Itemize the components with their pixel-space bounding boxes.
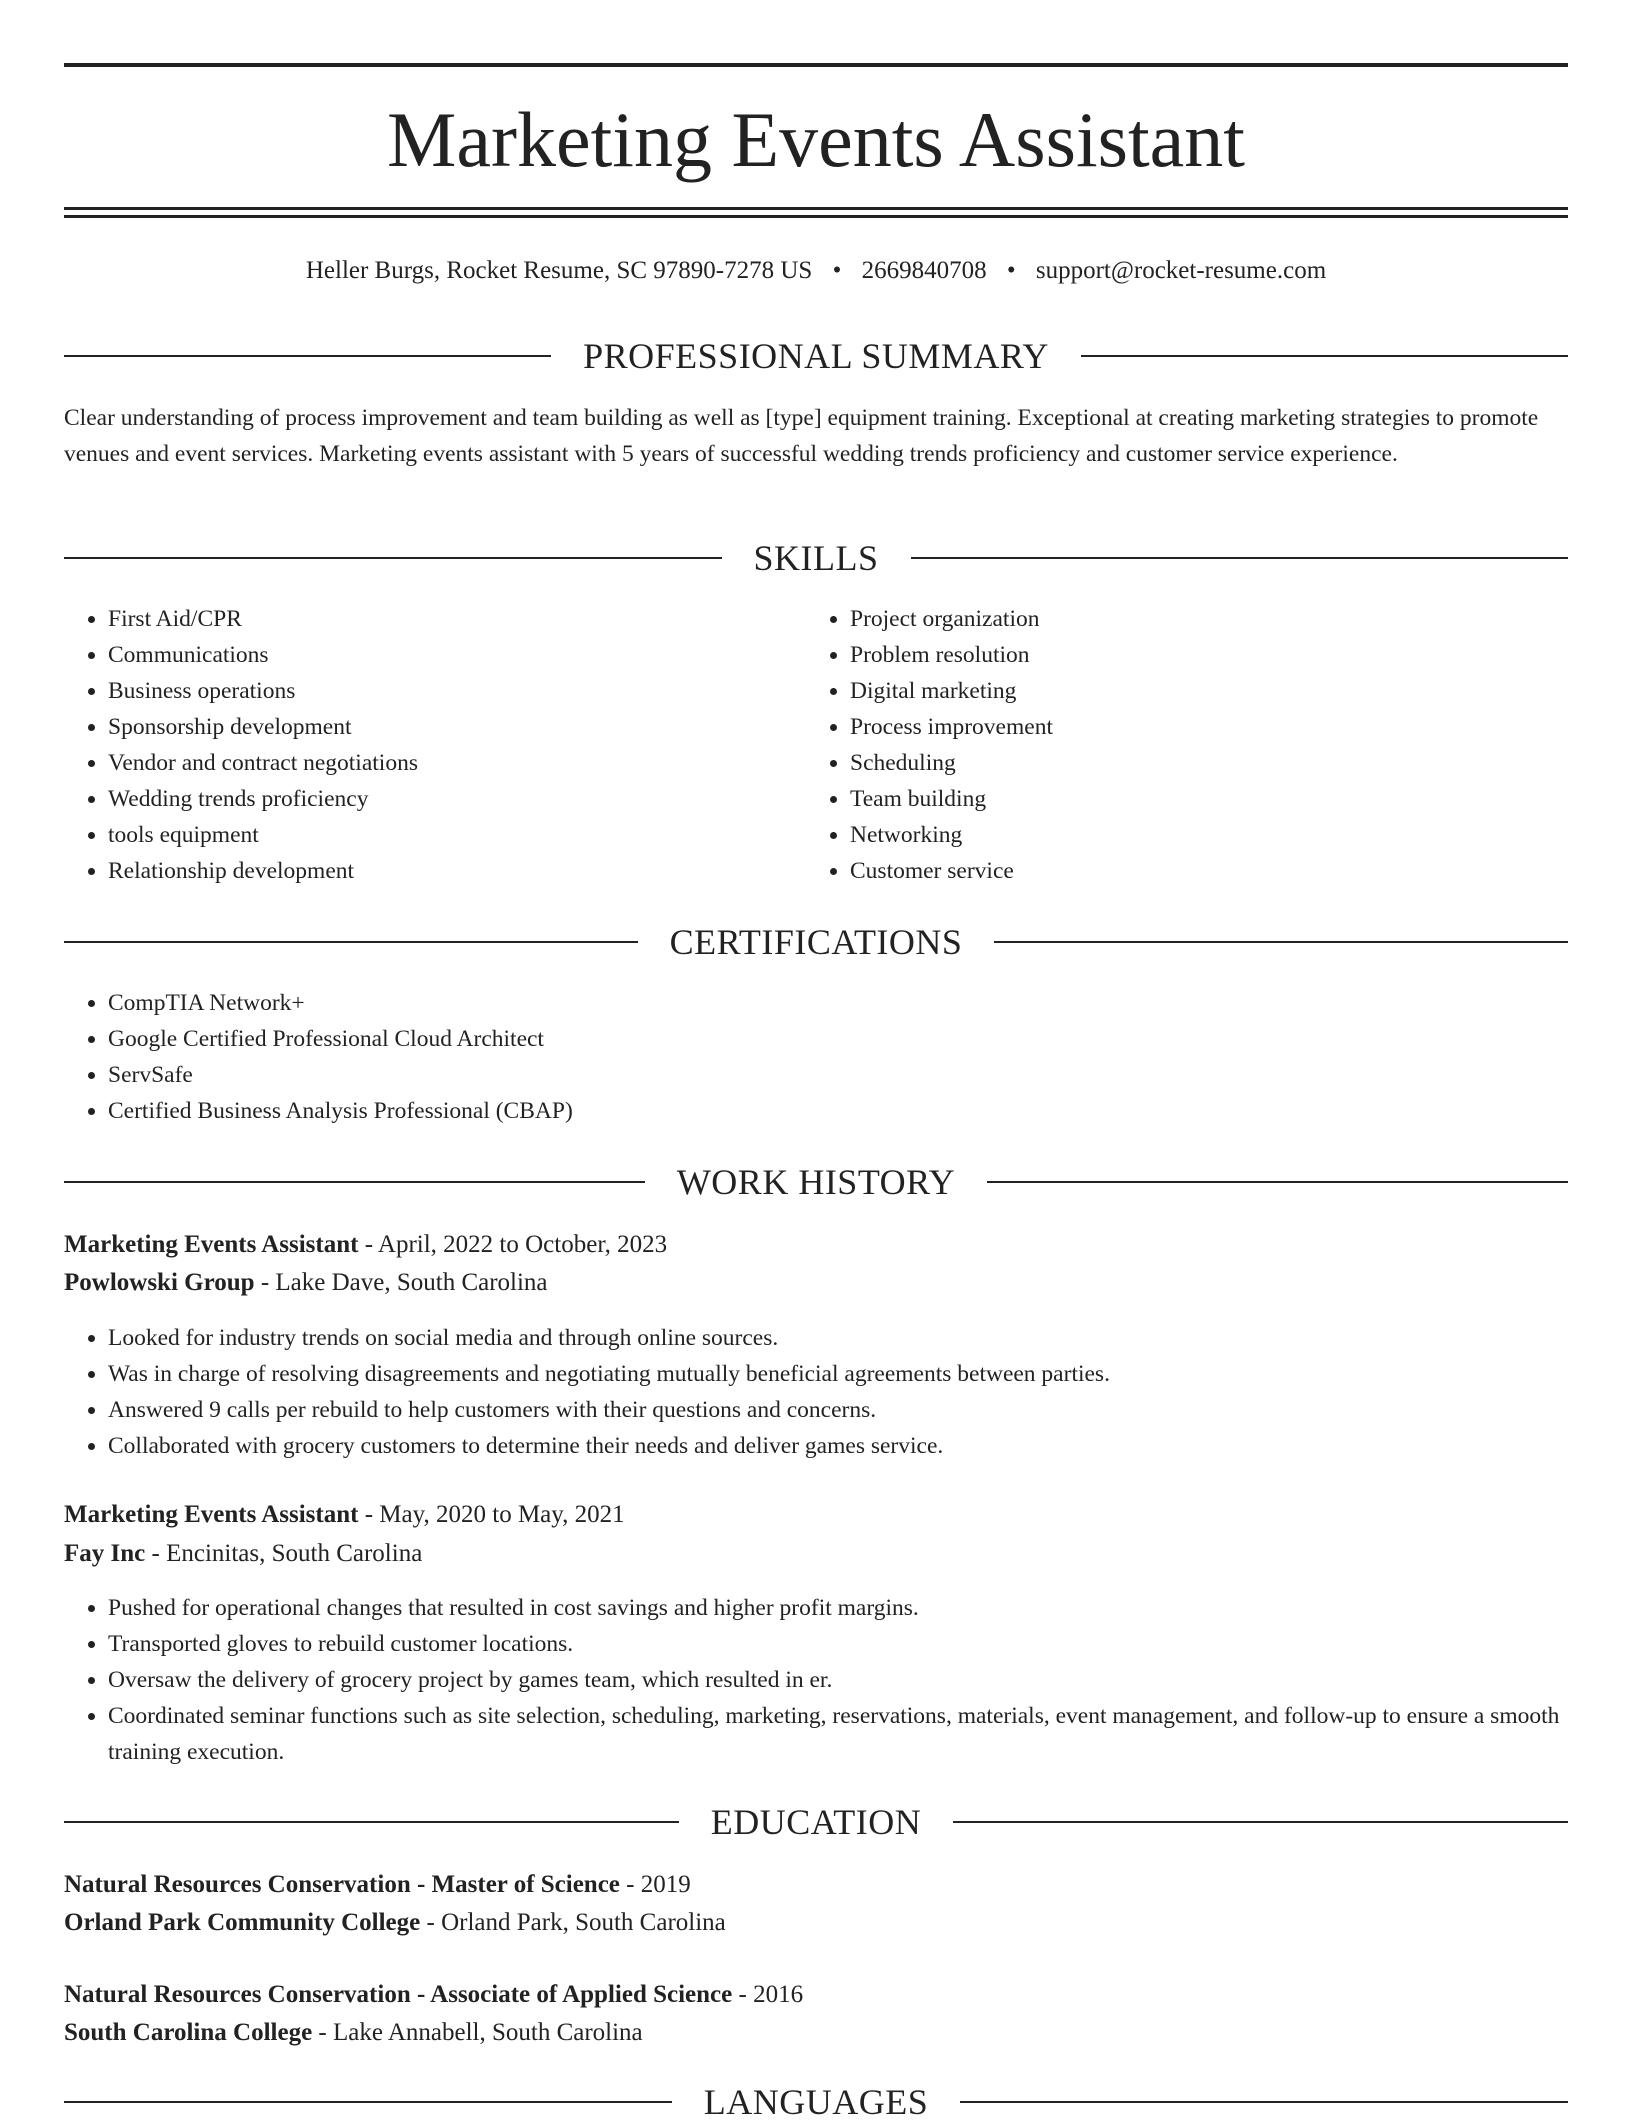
job-bullet: • Answered 9 calls per rebuild to help customers with their questions and concerns. — [108, 1392, 1568, 1428]
section-heading-certifications — [64, 920, 1568, 964]
heading-title: CERTIFICATIONS — [669, 922, 963, 962]
skill-item: • tools equipment — [108, 817, 808, 853]
contact-email: support@rocket-resume.com — [1035, 257, 1327, 284]
header-double-rule-upper — [64, 207, 1568, 210]
skill-item: • Networking — [850, 817, 1550, 853]
job-bullet: • Collaborated with grocery customers to determine their needs and deliver games service. — [108, 1428, 1568, 1464]
education-school: South Carolina College — [64, 2019, 313, 2046]
education-location: - Lake Annabell, South Carolina — [312, 2019, 643, 2046]
skill-item: • Wedding trends proficiency — [108, 781, 808, 817]
resume-name: Marketing Events Assistant — [387, 96, 1245, 183]
education-degree-line — [64, 1867, 1568, 1903]
heading-rule-left — [64, 557, 722, 559]
section-heading-skills — [64, 536, 1568, 580]
job-company: Fay Inc — [64, 1540, 146, 1567]
certifications-list — [64, 985, 1568, 1129]
education-school-line — [64, 1905, 1568, 1941]
heading-rule-right — [953, 1821, 1568, 1823]
certification-item: • Certified Business Analysis Professional (CBAP) — [108, 1093, 1568, 1129]
skill-item: • Team building — [850, 781, 1550, 817]
job-bullet: • Coordinated seminar functions such as site selection, scheduling, marketing, reservations, materials, event management, and follow-up to ensure a smooth training execution. — [108, 1698, 1568, 1770]
contact-separator: • — [832, 257, 842, 284]
job-bullet: • Was in charge of resolving disagreements and negotiating mutually beneficial agreements between parties. — [108, 1356, 1568, 1392]
heading-rule-right — [1081, 355, 1568, 357]
summary-text: Clear understanding of process improvement and team building as well as [type] equipment training. Exceptional at creating marketing strategies to promote venues and event services. Marketing events assistant with 5 years of successful wedding trends proficiency and customer service experience. — [64, 405, 1539, 467]
certification-item: • Google Certified Professional Cloud Architect — [108, 1021, 1568, 1057]
job-location: - Encinitas, South Carolina — [145, 1540, 423, 1567]
skill-item: • Problem resolution — [850, 637, 1550, 673]
education-degree: Natural Resources Conservation - Master of Science — [64, 1871, 620, 1898]
contact-address: Heller Burgs, Rocket Resume, SC 97890-7278 US — [305, 257, 813, 284]
job-bullets — [64, 1320, 1568, 1464]
education-school: Orland Park Community College — [64, 1909, 421, 1936]
education-year: - 2016 — [732, 1981, 804, 2008]
job-company-line — [64, 1536, 1568, 1572]
skill-item: • Project organization — [850, 601, 1550, 637]
skill-item: • Digital marketing — [850, 673, 1550, 709]
skill-item: • Communications — [108, 637, 808, 673]
header-top-rule — [64, 63, 1568, 67]
skill-item: • Scheduling — [850, 745, 1550, 781]
skill-item: • First Aid/CPR — [108, 601, 808, 637]
heading-rule-right — [987, 1181, 1568, 1183]
header-double-rule-lower — [64, 215, 1568, 218]
heading-rule-left — [64, 1181, 645, 1183]
section-heading-work-history — [64, 1160, 1568, 1204]
education-year: - 2019 — [619, 1871, 691, 1898]
job-dates: - April, 2022 to October, 2023 — [358, 1231, 668, 1258]
job-bullet: • Looked for industry trends on social media and through online sources. — [108, 1320, 1568, 1356]
section-heading-summary — [64, 334, 1568, 378]
job-title-line — [64, 1497, 1568, 1533]
heading-rule-right — [911, 557, 1569, 559]
heading-title: LANGUAGES — [703, 2082, 929, 2122]
job-bullets — [64, 1590, 1568, 1770]
heading-rule-left — [64, 1821, 679, 1823]
skill-item: • Business operations — [108, 673, 808, 709]
job-location: - Lake Dave, South Carolina — [254, 1269, 548, 1296]
section-heading-education — [64, 1800, 1568, 1844]
contact-phone: 2669840708 — [861, 257, 987, 284]
heading-rule-right — [960, 2101, 1568, 2103]
certification-item: • CompTIA Network+ — [108, 985, 1568, 1021]
job-bullet: • Oversaw the delivery of grocery project by games team, which resulted in er. — [108, 1662, 1568, 1698]
job-bullet: • Pushed for operational changes that resulted in cost savings and higher profit margins. — [108, 1590, 1568, 1626]
heading-rule-right — [994, 941, 1568, 943]
certification-item: • ServSafe — [108, 1057, 1568, 1093]
education-degree-line — [64, 1977, 1568, 2013]
job-dates: - May, 2020 to May, 2021 — [358, 1501, 625, 1528]
heading-title: EDUCATION — [710, 1802, 922, 1842]
section-heading-languages — [64, 2080, 1568, 2124]
heading-title: WORK HISTORY — [676, 1162, 956, 1202]
education-school-line — [64, 2015, 1568, 2051]
job-bullet: • Transported gloves to rebuild customer locations. — [108, 1626, 1568, 1662]
skill-item: • Customer service — [850, 853, 1550, 889]
heading-rule-left — [64, 355, 551, 357]
skill-item: • Process improvement — [850, 709, 1550, 745]
heading-title: SKILLS — [753, 538, 879, 578]
skills-list-right — [806, 601, 1550, 889]
job-title: Marketing Events Assistant — [64, 1231, 359, 1258]
education-degree: Natural Resources Conservation - Associate of Applied Science — [64, 1981, 733, 2008]
skills-list-left — [64, 601, 808, 889]
job-title-line — [64, 1227, 1568, 1263]
education-location: - Orland Park, South Carolina — [420, 1909, 726, 1936]
job-company-line — [64, 1265, 1568, 1301]
contact-line — [64, 253, 1568, 289]
heading-title: PROFESSIONAL SUMMARY — [583, 336, 1049, 376]
job-company: Powlowski Group — [64, 1269, 255, 1296]
skill-item: • Relationship development — [108, 853, 808, 889]
heading-rule-left — [64, 2101, 672, 2103]
skill-item: • Sponsorship development — [108, 709, 808, 745]
heading-rule-left — [64, 941, 638, 943]
job-title: Marketing Events Assistant — [64, 1501, 359, 1528]
contact-separator: • — [1006, 257, 1016, 284]
skill-item: • Vendor and contract negotiations — [108, 745, 808, 781]
